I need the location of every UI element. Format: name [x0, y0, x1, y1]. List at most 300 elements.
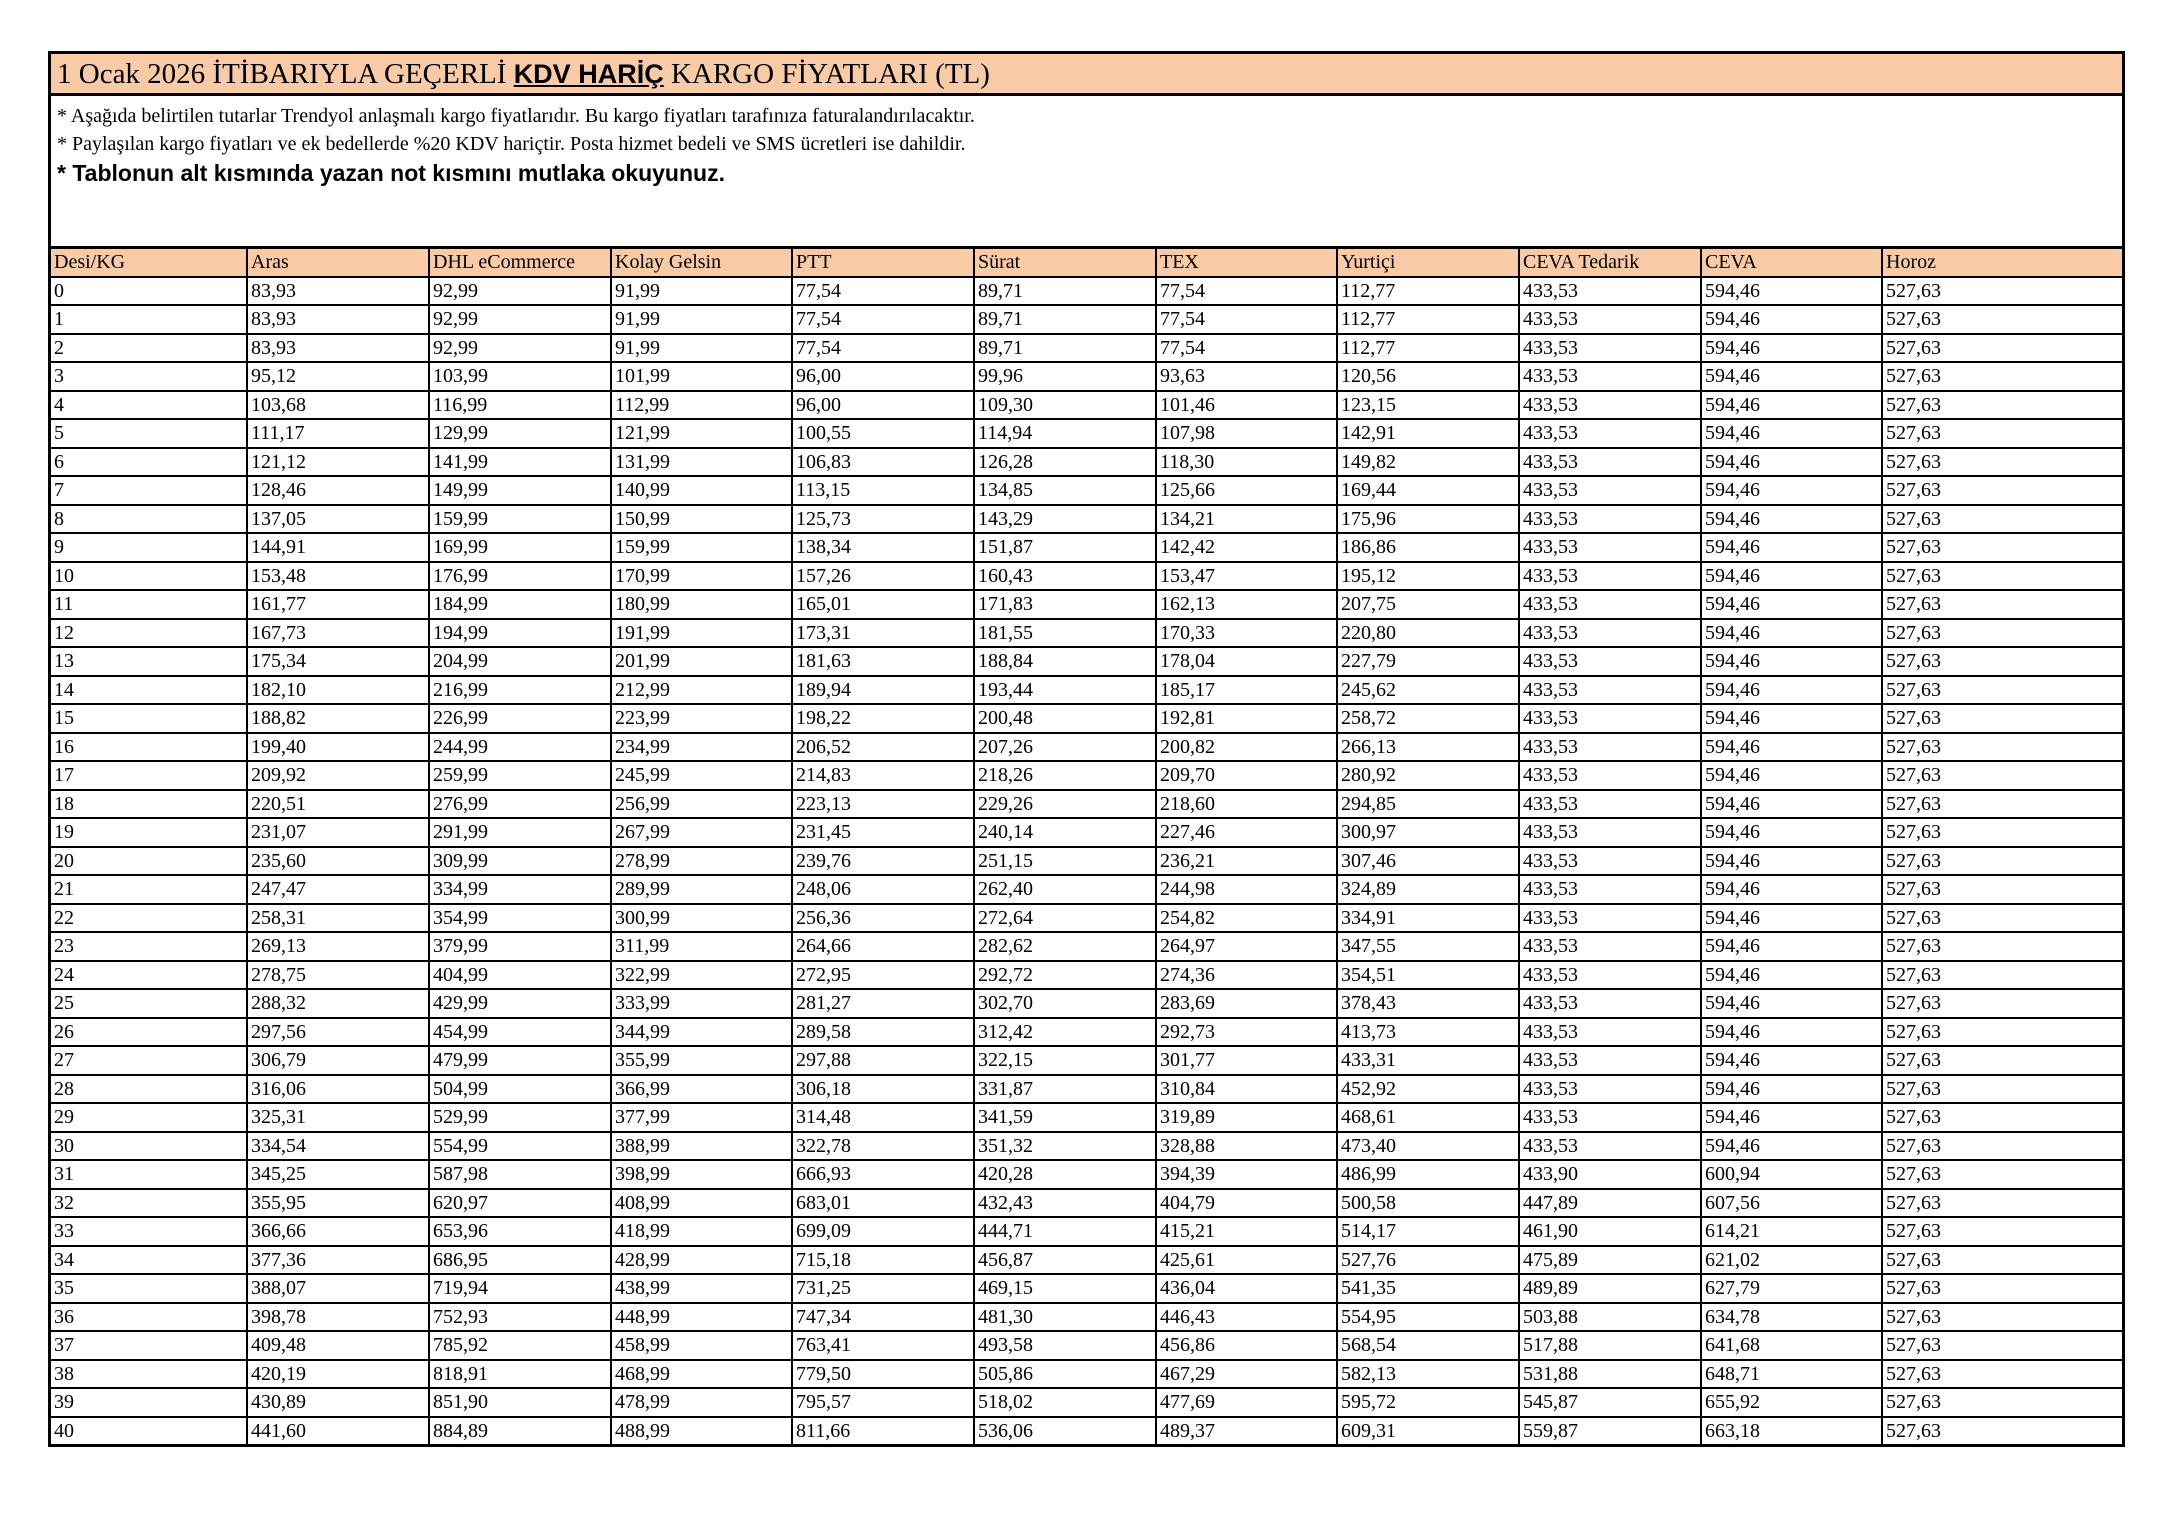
- price-cell: 240,14: [974, 818, 1156, 847]
- price-cell: 527,63: [1882, 448, 2122, 477]
- price-cell: 527,63: [1882, 790, 2122, 819]
- column-header: CEVA Tedarik: [1519, 248, 1701, 277]
- price-cell: 527,63: [1882, 704, 2122, 733]
- price-cell: 527,63: [1882, 505, 2122, 534]
- price-cell: 149,99: [429, 476, 611, 505]
- desi-cell: 39: [51, 1388, 247, 1417]
- price-cell: 433,53: [1519, 448, 1701, 477]
- price-cell: 344,99: [611, 1018, 792, 1047]
- price-cell: 489,37: [1156, 1417, 1337, 1445]
- desi-cell: 20: [51, 847, 247, 876]
- price-cell: 594,46: [1701, 1103, 1882, 1132]
- table-row: [51, 847, 2122, 876]
- price-cell: 594,46: [1701, 590, 1882, 619]
- price-cell: 89,71: [974, 305, 1156, 334]
- table-row: [51, 1132, 2122, 1161]
- price-cell: 377,99: [611, 1103, 792, 1132]
- column-header: CEVA: [1701, 248, 1882, 277]
- price-cell: 504,99: [429, 1075, 611, 1104]
- desi-cell: 17: [51, 761, 247, 790]
- price-cell: 120,56: [1337, 362, 1519, 391]
- price-cell: 103,99: [429, 362, 611, 391]
- price-cell: 288,32: [247, 989, 429, 1018]
- desi-cell: 2: [51, 334, 247, 363]
- price-cell: 195,12: [1337, 562, 1519, 591]
- price-cell: 594,46: [1701, 989, 1882, 1018]
- price-cell: 324,89: [1337, 875, 1519, 904]
- table-row: [51, 875, 2122, 904]
- price-cell: 493,58: [974, 1331, 1156, 1360]
- price-cell: 193,44: [974, 676, 1156, 705]
- table-row: [51, 1360, 2122, 1389]
- price-cell: 254,82: [1156, 904, 1337, 933]
- price-cell: 264,66: [792, 932, 974, 961]
- table-row: [51, 1417, 2122, 1445]
- price-cell: 189,94: [792, 676, 974, 705]
- price-cell: 248,06: [792, 875, 974, 904]
- price-cell: 527,63: [1882, 1046, 2122, 1075]
- price-cell: 178,04: [1156, 647, 1337, 676]
- price-cell: 109,30: [974, 391, 1156, 420]
- price-cell: 354,99: [429, 904, 611, 933]
- price-cell: 262,40: [974, 875, 1156, 904]
- price-cell: 568,54: [1337, 1331, 1519, 1360]
- price-cell: 331,87: [974, 1075, 1156, 1104]
- price-cell: 77,54: [1156, 334, 1337, 363]
- price-cell: 527,63: [1882, 676, 2122, 705]
- price-cell: 199,40: [247, 733, 429, 762]
- price-cell: 527,63: [1882, 419, 2122, 448]
- price-cell: 527,63: [1882, 1388, 2122, 1417]
- table-row: [51, 1018, 2122, 1047]
- desi-cell: 23: [51, 932, 247, 961]
- price-cell: 191,99: [611, 619, 792, 648]
- price-cell: 77,54: [792, 277, 974, 306]
- price-cell: 291,99: [429, 818, 611, 847]
- price-cell: 398,99: [611, 1160, 792, 1189]
- table-row: [51, 590, 2122, 619]
- price-cell: 276,99: [429, 790, 611, 819]
- price-cell: 527,63: [1882, 1417, 2122, 1445]
- table-row: [51, 1331, 2122, 1360]
- price-cell: 408,99: [611, 1189, 792, 1218]
- price-cell: 247,47: [247, 875, 429, 904]
- column-header: Horoz: [1882, 248, 2122, 277]
- price-cell: 527,63: [1882, 1217, 2122, 1246]
- price-cell: 100,55: [792, 419, 974, 448]
- price-cell: 594,46: [1701, 334, 1882, 363]
- price-cell: 106,83: [792, 448, 974, 477]
- price-cell: 116,99: [429, 391, 611, 420]
- price-cell: 91,99: [611, 334, 792, 363]
- price-cell: 289,99: [611, 875, 792, 904]
- price-cell: 341,59: [974, 1103, 1156, 1132]
- price-cell: 123,15: [1337, 391, 1519, 420]
- price-cell: 527,63: [1882, 1189, 2122, 1218]
- price-cell: 185,17: [1156, 676, 1337, 705]
- price-cell: 93,63: [1156, 362, 1337, 391]
- price-cell: 388,07: [247, 1274, 429, 1303]
- price-cell: 747,34: [792, 1303, 974, 1332]
- price-cell: 306,18: [792, 1075, 974, 1104]
- price-cell: 83,93: [247, 334, 429, 363]
- desi-cell: 19: [51, 818, 247, 847]
- price-cell: 113,15: [792, 476, 974, 505]
- desi-cell: 38: [51, 1360, 247, 1389]
- price-cell: 481,30: [974, 1303, 1156, 1332]
- price-cell: 433,53: [1519, 733, 1701, 762]
- price-cell: 394,39: [1156, 1160, 1337, 1189]
- price-cell: 594,46: [1701, 305, 1882, 334]
- table-header-row: [51, 248, 2122, 277]
- table-row: [51, 1075, 2122, 1104]
- price-cell: 366,66: [247, 1217, 429, 1246]
- price-cell: 634,78: [1701, 1303, 1882, 1332]
- price-cell: 404,99: [429, 961, 611, 990]
- price-cell: 128,46: [247, 476, 429, 505]
- table-row: [51, 1274, 2122, 1303]
- price-cell: 266,13: [1337, 733, 1519, 762]
- price-cell: 527,63: [1882, 277, 2122, 306]
- price-cell: 173,31: [792, 619, 974, 648]
- table-row: [51, 647, 2122, 676]
- price-cell: 101,46: [1156, 391, 1337, 420]
- column-header: Yurtiçi: [1337, 248, 1519, 277]
- price-cell: 162,13: [1156, 590, 1337, 619]
- price-cell: 420,19: [247, 1360, 429, 1389]
- price-cell: 653,96: [429, 1217, 611, 1246]
- table-row: [51, 932, 2122, 961]
- price-cell: 258,72: [1337, 704, 1519, 733]
- price-cell: 527,63: [1882, 875, 2122, 904]
- price-cell: 594,46: [1701, 676, 1882, 705]
- price-cell: 433,53: [1519, 419, 1701, 448]
- price-cell: 500,58: [1337, 1189, 1519, 1218]
- price-cell: 107,98: [1156, 419, 1337, 448]
- price-cell: 112,77: [1337, 305, 1519, 334]
- price-cell: 527,63: [1882, 476, 2122, 505]
- price-cell: 223,99: [611, 704, 792, 733]
- price-cell: 594,46: [1701, 1046, 1882, 1075]
- desi-cell: 24: [51, 961, 247, 990]
- table-row: [51, 619, 2122, 648]
- price-cell: 433,53: [1519, 619, 1701, 648]
- table-row: [51, 904, 2122, 933]
- price-cell: 334,99: [429, 875, 611, 904]
- price-cell: 433,53: [1519, 1132, 1701, 1161]
- price-cell: 488,99: [611, 1417, 792, 1445]
- price-cell: 527,63: [1882, 1160, 2122, 1189]
- table-body: [51, 277, 2122, 1445]
- price-cell: 231,07: [247, 818, 429, 847]
- table-row: [51, 1103, 2122, 1132]
- price-cell: 355,99: [611, 1046, 792, 1075]
- price-cell: 220,51: [247, 790, 429, 819]
- price-cell: 134,21: [1156, 505, 1337, 534]
- price-cell: 527,63: [1882, 619, 2122, 648]
- price-cell: 456,87: [974, 1246, 1156, 1275]
- price-cell: 316,06: [247, 1075, 429, 1104]
- price-cell: 311,99: [611, 932, 792, 961]
- price-cell: 267,99: [611, 818, 792, 847]
- desi-cell: 1: [51, 305, 247, 334]
- table-row: [51, 448, 2122, 477]
- price-cell: 594,46: [1701, 790, 1882, 819]
- column-header: Aras: [247, 248, 429, 277]
- price-cell: 218,26: [974, 761, 1156, 790]
- price-cell: 467,29: [1156, 1360, 1337, 1389]
- price-cell: 715,18: [792, 1246, 974, 1275]
- price-cell: 101,99: [611, 362, 792, 391]
- price-cell: 433,53: [1519, 1075, 1701, 1104]
- note-invoice: * Aşağıda belirtilen tutarlar Trendyol anlaşmalı kargo fiyatlarıdır. Bu kargo fiyatları tarafınıza faturalandırılacaktır.: [57, 105, 975, 127]
- price-cell: 594,46: [1701, 476, 1882, 505]
- price-cell: 112,77: [1337, 334, 1519, 363]
- price-cell: 433,53: [1519, 676, 1701, 705]
- price-cell: 227,79: [1337, 647, 1519, 676]
- price-cell: 91,99: [611, 305, 792, 334]
- price-cell: 131,99: [611, 448, 792, 477]
- price-cell: 433,53: [1519, 277, 1701, 306]
- price-cell: 151,87: [974, 533, 1156, 562]
- price-cell: 204,99: [429, 647, 611, 676]
- price-cell: 433,53: [1519, 818, 1701, 847]
- price-cell: 92,99: [429, 305, 611, 334]
- price-cell: 418,99: [611, 1217, 792, 1246]
- price-cell: 103,68: [247, 391, 429, 420]
- price-cell: 235,60: [247, 847, 429, 876]
- price-cell: 282,62: [974, 932, 1156, 961]
- price-cell: 289,58: [792, 1018, 974, 1047]
- price-cell: 170,99: [611, 562, 792, 591]
- price-cell: 231,45: [792, 818, 974, 847]
- price-cell: 529,99: [429, 1103, 611, 1132]
- price-cell: 527,63: [1882, 932, 2122, 961]
- desi-cell: 27: [51, 1046, 247, 1075]
- desi-cell: 40: [51, 1417, 247, 1445]
- price-cell: 527,63: [1882, 391, 2122, 420]
- desi-cell: 7: [51, 476, 247, 505]
- price-cell: 621,02: [1701, 1246, 1882, 1275]
- table-row: [51, 1388, 2122, 1417]
- price-cell: 461,90: [1519, 1217, 1701, 1246]
- price-cell: 683,01: [792, 1189, 974, 1218]
- price-cell: 505,86: [974, 1360, 1156, 1389]
- price-cell: 184,99: [429, 590, 611, 619]
- price-cell: 433,90: [1519, 1160, 1701, 1189]
- price-cell: 137,05: [247, 505, 429, 534]
- price-cell: 468,99: [611, 1360, 792, 1389]
- price-cell: 444,71: [974, 1217, 1156, 1246]
- price-sheet: [48, 51, 2125, 1447]
- price-cell: 594,46: [1701, 733, 1882, 762]
- price-cell: 281,27: [792, 989, 974, 1018]
- desi-cell: 12: [51, 619, 247, 648]
- price-cell: 433,53: [1519, 647, 1701, 676]
- price-cell: 322,78: [792, 1132, 974, 1161]
- price-cell: 594,46: [1701, 533, 1882, 562]
- price-cell: 477,69: [1156, 1388, 1337, 1417]
- price-cell: 170,33: [1156, 619, 1337, 648]
- price-cell: 182,10: [247, 676, 429, 705]
- price-cell: 527,63: [1882, 989, 2122, 1018]
- price-cell: 351,32: [974, 1132, 1156, 1161]
- price-cell: 699,09: [792, 1217, 974, 1246]
- price-cell: 554,95: [1337, 1303, 1519, 1332]
- column-header: PTT: [792, 248, 974, 277]
- desi-cell: 11: [51, 590, 247, 619]
- price-cell: 609,31: [1337, 1417, 1519, 1445]
- price-cell: 527,76: [1337, 1246, 1519, 1275]
- price-cell: 77,54: [792, 305, 974, 334]
- price-cell: 297,88: [792, 1046, 974, 1075]
- price-cell: 181,55: [974, 619, 1156, 648]
- price-cell: 77,54: [1156, 277, 1337, 306]
- price-cell: 398,78: [247, 1303, 429, 1332]
- desi-cell: 13: [51, 647, 247, 676]
- price-cell: 527,63: [1882, 961, 2122, 990]
- desi-cell: 15: [51, 704, 247, 733]
- price-cell: 259,99: [429, 761, 611, 790]
- price-cell: 527,63: [1882, 533, 2122, 562]
- price-cell: 142,91: [1337, 419, 1519, 448]
- price-cell: 302,70: [974, 989, 1156, 1018]
- price-cell: 256,36: [792, 904, 974, 933]
- table-row: [51, 533, 2122, 562]
- price-cell: 157,26: [792, 562, 974, 591]
- price-cell: 138,34: [792, 533, 974, 562]
- price-cell: 251,15: [974, 847, 1156, 876]
- price-cell: 77,54: [1156, 305, 1337, 334]
- price-cell: 594,46: [1701, 391, 1882, 420]
- desi-cell: 18: [51, 790, 247, 819]
- price-cell: 429,99: [429, 989, 611, 1018]
- price-cell: 83,93: [247, 277, 429, 306]
- table-row: [51, 1246, 2122, 1275]
- price-cell: 527,63: [1882, 1331, 2122, 1360]
- column-header: Kolay Gelsin: [611, 248, 792, 277]
- price-cell: 169,44: [1337, 476, 1519, 505]
- desi-cell: 21: [51, 875, 247, 904]
- price-cell: 433,53: [1519, 989, 1701, 1018]
- price-cell: 218,60: [1156, 790, 1337, 819]
- price-cell: 531,88: [1519, 1360, 1701, 1389]
- price-cell: 244,98: [1156, 875, 1337, 904]
- price-cell: 409,48: [247, 1331, 429, 1360]
- price-cell: 92,99: [429, 277, 611, 306]
- price-cell: 594,46: [1701, 505, 1882, 534]
- price-cell: 432,43: [974, 1189, 1156, 1218]
- price-cell: 141,99: [429, 448, 611, 477]
- price-cell: 322,15: [974, 1046, 1156, 1075]
- table-row: [51, 334, 2122, 363]
- desi-cell: 37: [51, 1331, 247, 1360]
- price-cell: 314,48: [792, 1103, 974, 1132]
- price-cell: 220,80: [1337, 619, 1519, 648]
- desi-cell: 4: [51, 391, 247, 420]
- price-cell: 779,50: [792, 1360, 974, 1389]
- desi-cell: 30: [51, 1132, 247, 1161]
- price-cell: 176,99: [429, 562, 611, 591]
- price-cell: 129,99: [429, 419, 611, 448]
- price-cell: 731,25: [792, 1274, 974, 1303]
- price-cell: 527,63: [1882, 1246, 2122, 1275]
- price-cell: 181,63: [792, 647, 974, 676]
- price-cell: 594,46: [1701, 904, 1882, 933]
- title-kdv-emphasis: KDV HARİÇ: [513, 59, 664, 89]
- price-cell: 159,99: [611, 533, 792, 562]
- price-cell: 433,53: [1519, 847, 1701, 876]
- price-cell: 433,53: [1519, 961, 1701, 990]
- table-row: [51, 476, 2122, 505]
- price-cell: 209,70: [1156, 761, 1337, 790]
- price-cell: 594,46: [1701, 419, 1882, 448]
- price-cell: 527,63: [1882, 334, 2122, 363]
- price-cell: 686,95: [429, 1246, 611, 1275]
- price-cell: 433,53: [1519, 904, 1701, 933]
- price-cell: 175,96: [1337, 505, 1519, 534]
- price-cell: 795,57: [792, 1388, 974, 1417]
- desi-cell: 0: [51, 277, 247, 306]
- price-cell: 527,63: [1882, 818, 2122, 847]
- price-cell: 201,99: [611, 647, 792, 676]
- price-cell: 554,99: [429, 1132, 611, 1161]
- price-cell: 216,99: [429, 676, 611, 705]
- price-cell: 226,99: [429, 704, 611, 733]
- price-cell: 121,99: [611, 419, 792, 448]
- price-cell: 433,53: [1519, 305, 1701, 334]
- price-cell: 541,35: [1337, 1274, 1519, 1303]
- price-cell: 620,97: [429, 1189, 611, 1218]
- price-cell: 433,53: [1519, 334, 1701, 363]
- cargo-price-table: [51, 246, 2122, 1444]
- price-cell: 188,82: [247, 704, 429, 733]
- price-cell: 198,22: [792, 704, 974, 733]
- price-cell: 134,85: [974, 476, 1156, 505]
- price-cell: 188,84: [974, 647, 1156, 676]
- desi-cell: 33: [51, 1217, 247, 1246]
- note-read-footer: * Tablonun alt kısmında yazan not kısmını mutlaka okuyunuz.: [57, 160, 725, 186]
- price-cell: 811,66: [792, 1417, 974, 1445]
- price-cell: 518,02: [974, 1388, 1156, 1417]
- price-cell: 334,54: [247, 1132, 429, 1161]
- price-cell: 312,42: [974, 1018, 1156, 1047]
- price-cell: 207,26: [974, 733, 1156, 762]
- price-cell: 594,46: [1701, 619, 1882, 648]
- price-cell: 627,79: [1701, 1274, 1882, 1303]
- price-cell: 245,62: [1337, 676, 1519, 705]
- price-cell: 214,83: [792, 761, 974, 790]
- price-cell: 114,94: [974, 419, 1156, 448]
- title-prefix: 1 Ocak 2026 İTİBARIYLA GEÇERLİ: [57, 58, 514, 90]
- price-cell: 469,15: [974, 1274, 1156, 1303]
- desi-cell: 8: [51, 505, 247, 534]
- desi-cell: 22: [51, 904, 247, 933]
- price-cell: 527,63: [1882, 305, 2122, 334]
- price-cell: 300,97: [1337, 818, 1519, 847]
- price-cell: 527,63: [1882, 847, 2122, 876]
- price-cell: 294,85: [1337, 790, 1519, 819]
- price-cell: 292,72: [974, 961, 1156, 990]
- title-suffix: KARGO FİYATLARI (TL): [663, 58, 990, 90]
- table-row: [51, 1303, 2122, 1332]
- price-cell: 264,97: [1156, 932, 1337, 961]
- price-cell: 448,99: [611, 1303, 792, 1332]
- price-cell: 111,17: [247, 419, 429, 448]
- price-cell: 594,46: [1701, 562, 1882, 591]
- desi-cell: 3: [51, 362, 247, 391]
- price-cell: 272,64: [974, 904, 1156, 933]
